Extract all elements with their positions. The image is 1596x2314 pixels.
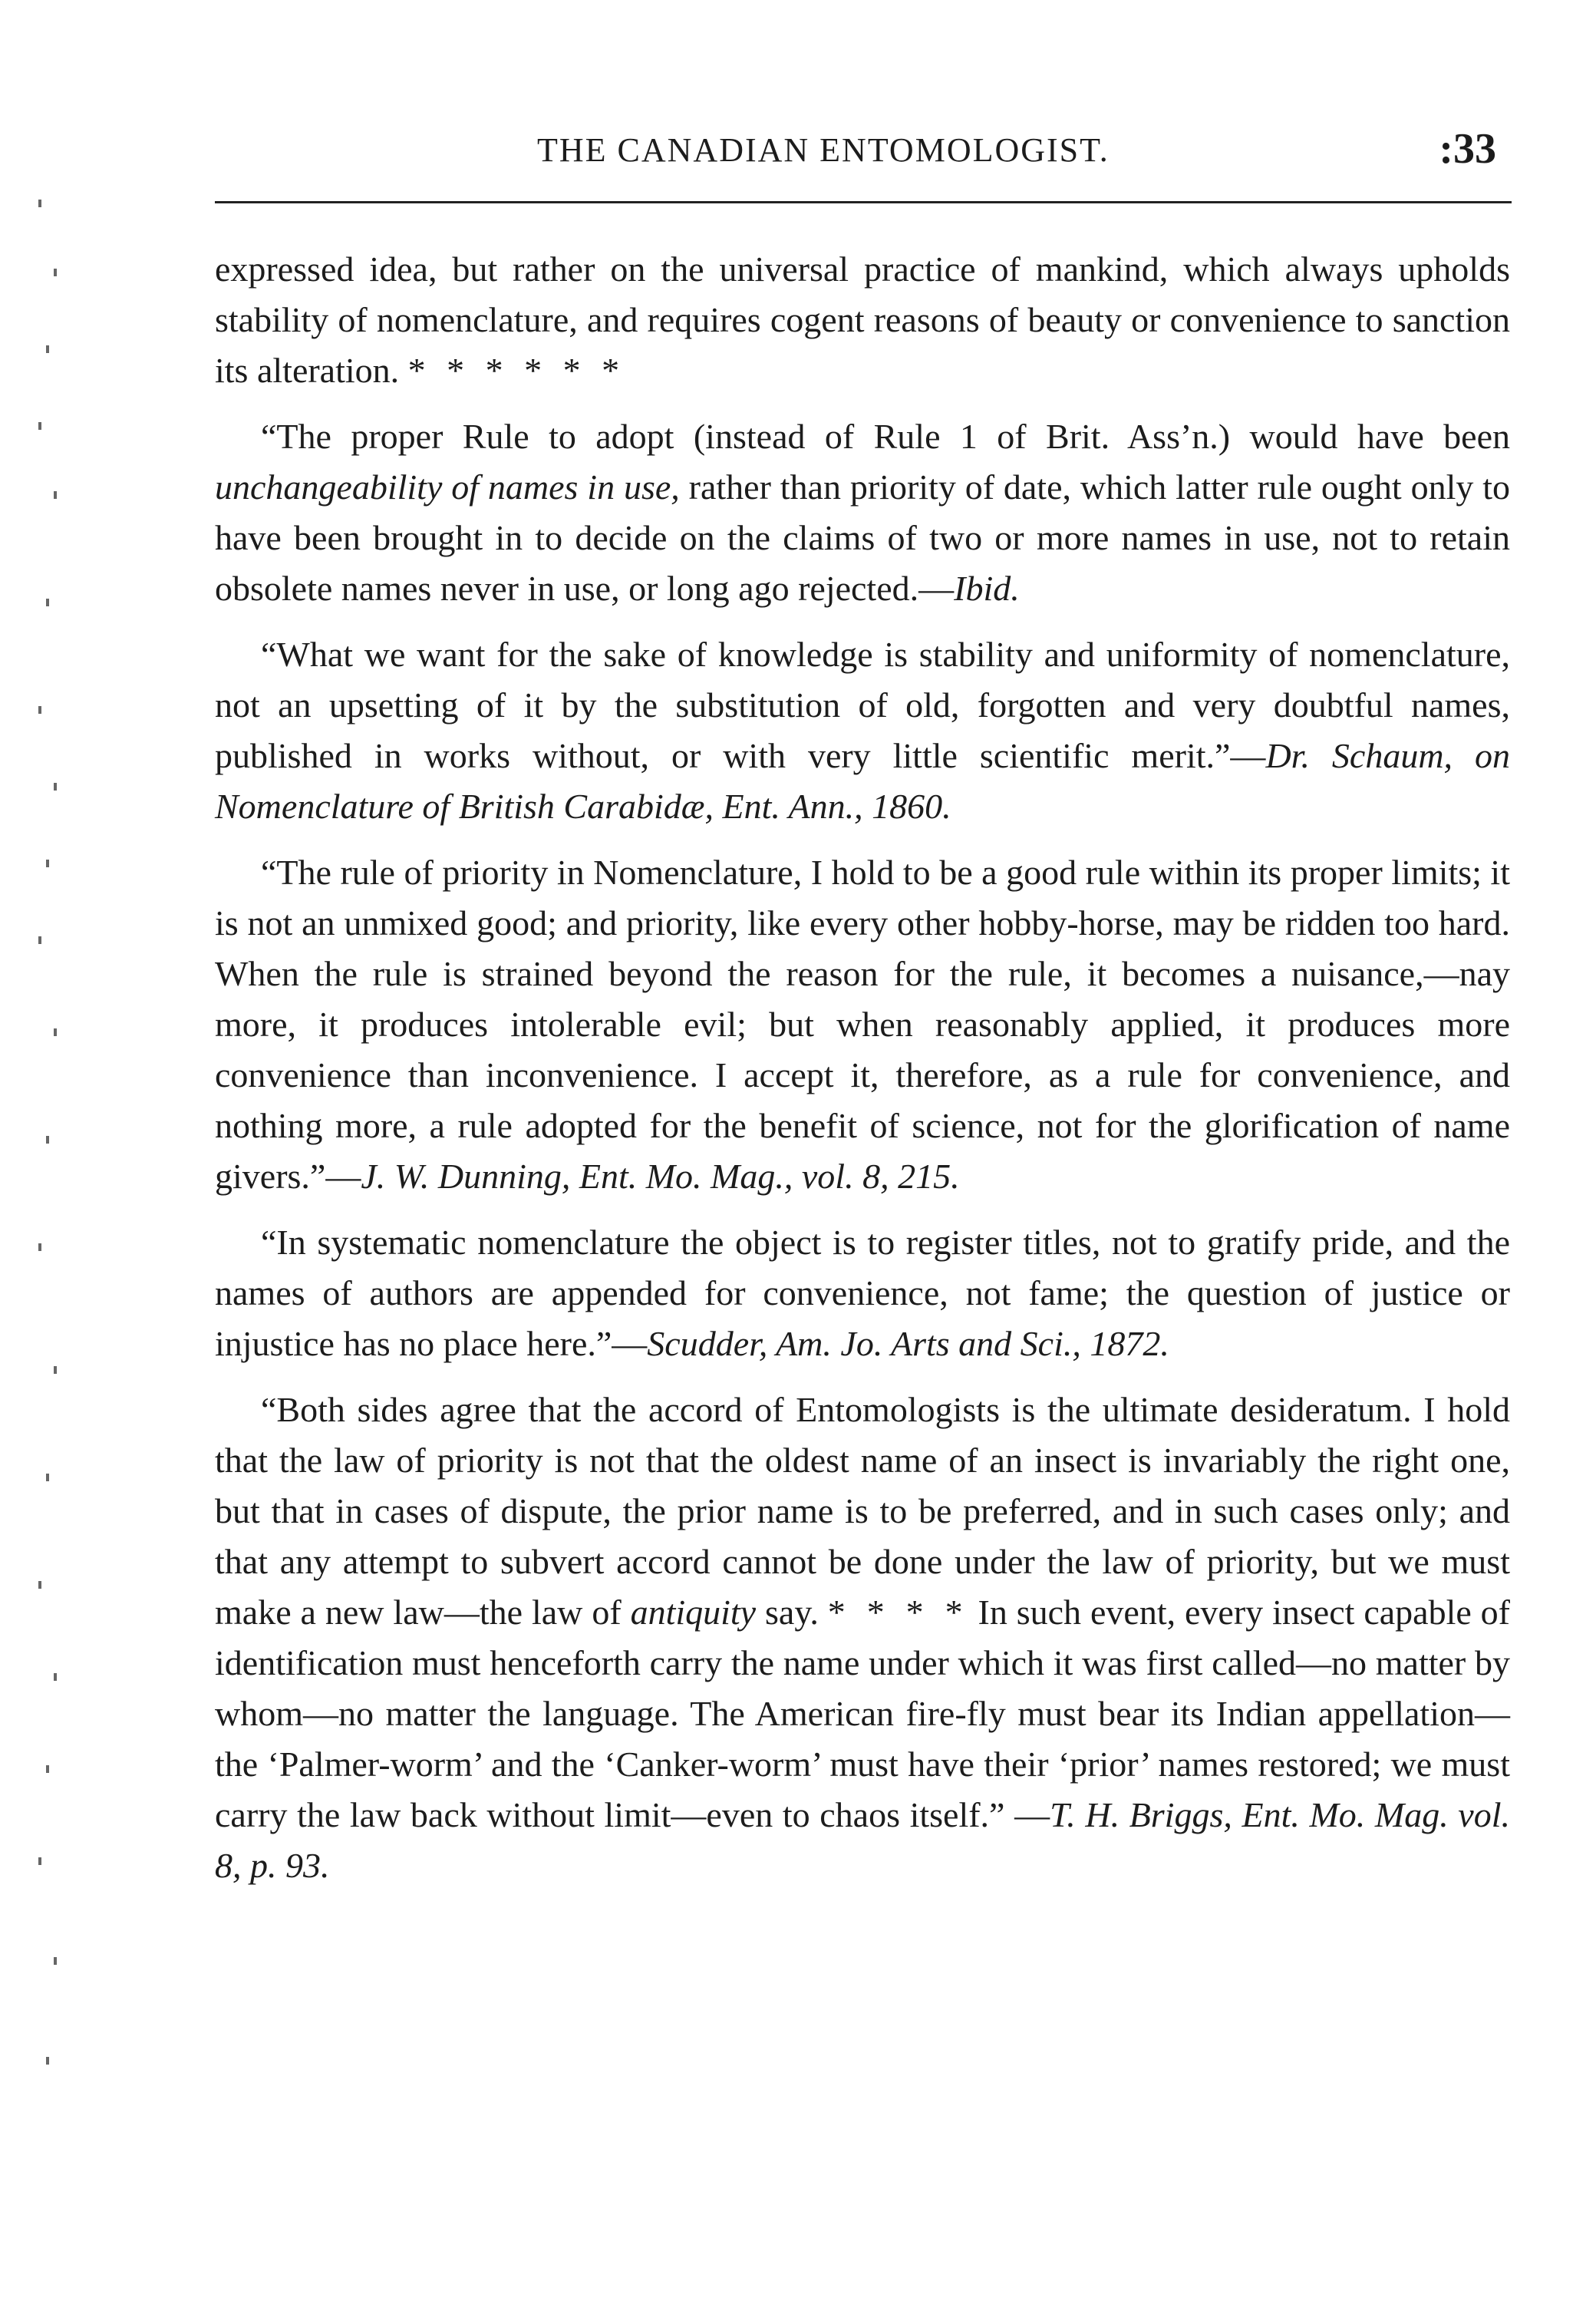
paragraph-text: In such event, every insect capable of identification must henceforth carry the name under which it was first called—no matter by whom—no matter the language. The American fire-fly must bear its Indian appellation—the ‘Palmer-worm’ and the ‘Canker-worm’ must have their ‘prior’ names restored; we must carry the law back without limit—even to chaos itself.” — — [215, 1593, 1511, 1834]
margin-speck — [46, 599, 49, 606]
binding-margin-marks — [15, 169, 92, 2164]
margin-speck — [38, 1857, 41, 1865]
margin-speck — [54, 1673, 57, 1681]
asterisk-ellipsis: * * * * * * — [407, 351, 626, 390]
paragraph-text: “The rule of priority in Nomenclature, I hold to be a good rule within its proper limits; it is not an unmixed good; and priority, like every other hobby-horse, may be ridden too hard. When the rule is strained beyond the reason for the rule, it becomes a nuisance,—nay more, it produces intolerable evil; but when reasonably applied, it produces more convenience than inconvenience. I accept it, therefore, as a rule for convenience, and nothing more, a rule adopted for the benefit of science, not for the glorification of name givers.”— — [215, 853, 1510, 1196]
paragraph — [215, 411, 1510, 614]
margin-speck — [54, 783, 57, 791]
italic-text: antiquity — [630, 1593, 757, 1632]
italic-text: unchangeability of names in use, — [215, 467, 680, 507]
italic-text: Dr. Schaum, on Nomenclature of British Carabidæ, Ent. Ann., 1860. — [215, 736, 1510, 826]
italic-text: Ibid. — [954, 569, 1020, 608]
margin-speck — [38, 1581, 41, 1589]
margin-speck — [46, 2057, 49, 2065]
page-header — [215, 124, 1512, 178]
paragraph-text: expressed idea, but rather on the universal practice of mankind, which always upholds stability of nomenclature, and requires cogent reasons of beauty or convenience to sanction its alteration. — [215, 249, 1510, 390]
margin-speck — [38, 706, 41, 714]
italic-text: J. W. Dunning, Ent. Mo. Mag., vol. 8, 215. — [361, 1157, 960, 1196]
margin-speck — [38, 936, 41, 944]
paragraph-text: “In systematic nomenclature the object is to register titles, not to gratify pride, and the names of authors are appended for convenience, not fame; the question of justice or injustice has no place here.”— — [215, 1223, 1510, 1363]
paragraph — [215, 1217, 1510, 1369]
margin-speck — [38, 200, 41, 207]
paragraph-text: “Both sides agree that the accord of Entomologists is the ultimate desideratum. I hold that the law of priority is not that the oldest name of an insect is invariably the right one, but that in cases of dispute, the prior name is to be preferred, and in such cases only; and that any attempt to subvert accord cannot be done under the law of priority, but we must make a new law—the law of — [215, 1390, 1510, 1632]
margin-speck — [54, 269, 57, 276]
italic-text: Scudder, Am. Jo. Arts and Sci., 1872. — [647, 1324, 1169, 1363]
paragraph-text: “The proper Rule to adopt (instead of Rule 1 of Brit. Ass’n.) would have been — [261, 417, 1510, 456]
paragraph — [215, 847, 1510, 1202]
margin-speck — [38, 1243, 41, 1251]
body-text — [215, 244, 1510, 1891]
paragraph-text: “What we want for the sake of knowledge is stability and uniformity of nomenclature, not an upsetting of it by the substitution of old, forgotten and very doubtful names, published in works without, or with very little scientific merit.”— — [215, 635, 1510, 775]
paragraph-text: say. — [756, 1593, 828, 1632]
paragraph — [215, 244, 1510, 396]
page-number: :33 — [1439, 125, 1496, 173]
asterisk-ellipsis: * * * * — [827, 1593, 969, 1632]
margin-speck — [38, 422, 41, 430]
paragraph-text: rather than priority of date, which latter rule ought only to have been brought in to decide on the claims of two or more names in use, not to retain obsolete names never in use, or long ago rejected.— — [215, 467, 1510, 608]
margin-speck — [46, 860, 49, 867]
margin-speck — [54, 491, 57, 499]
margin-speck — [54, 1366, 57, 1374]
margin-speck — [46, 1765, 49, 1773]
margin-speck — [46, 1474, 49, 1481]
paragraph — [215, 1385, 1510, 1891]
margin-speck — [46, 345, 49, 353]
margin-speck — [54, 1028, 57, 1036]
italic-text: T. H. Briggs, Ent. Mo. Mag. vol. 8, p. 93. — [215, 1795, 1510, 1885]
margin-speck — [46, 1136, 49, 1144]
running-title: THE CANADIAN ENTOMOLOGIST. — [537, 131, 1110, 169]
margin-speck — [54, 1957, 57, 1965]
paragraph — [215, 629, 1510, 832]
header-rule — [215, 201, 1512, 203]
